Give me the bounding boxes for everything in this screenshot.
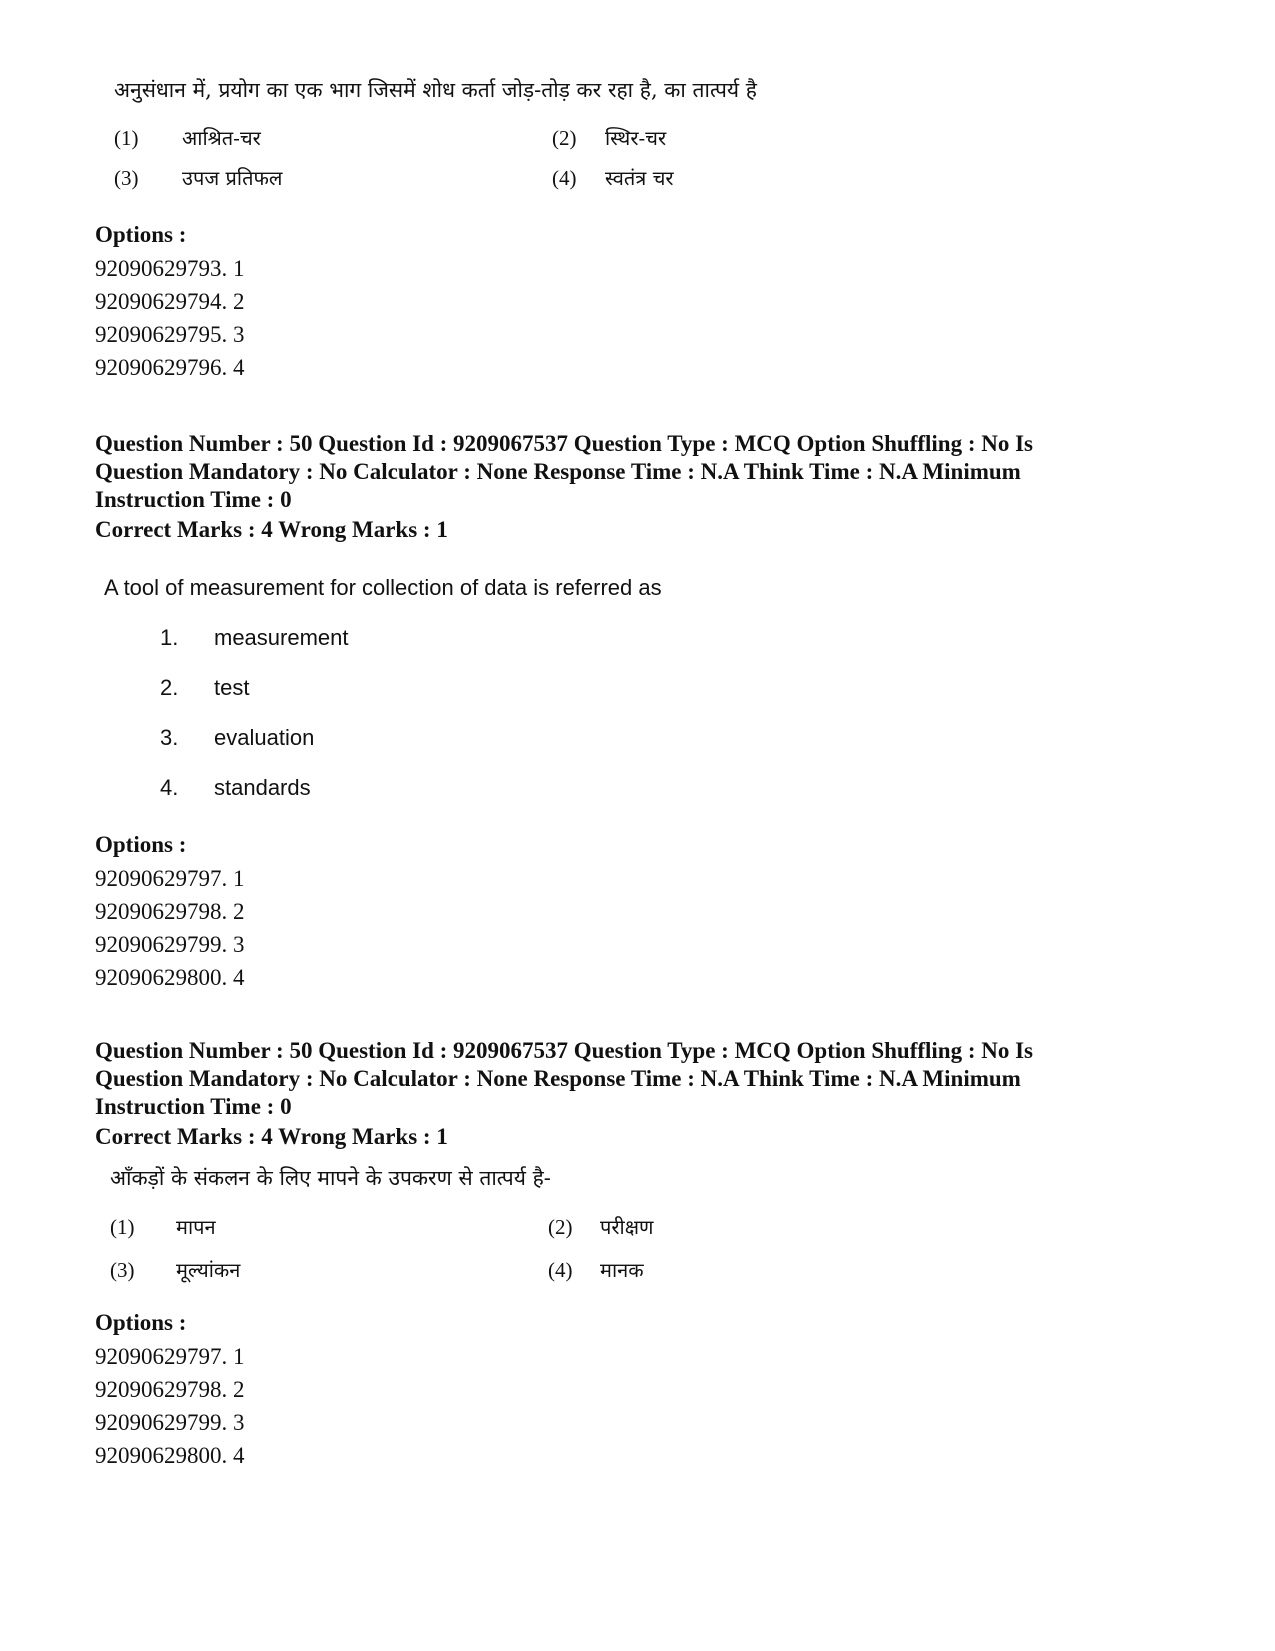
- option-line: 92090629795. 3: [95, 322, 245, 347]
- option-line: 92090629796. 4: [95, 355, 245, 380]
- choice-text: मूल्यांकन: [176, 1258, 241, 1282]
- options-heading: Options :: [95, 222, 187, 247]
- metadata-line: Instruction Time : 0: [95, 1094, 292, 1119]
- choice-text: परीक्षण: [600, 1215, 654, 1239]
- question-text-hindi-1: अनुसंधान में, प्रयोग का एक भाग जिसमें शोध कर्ता जोड़-तोड़ कर रहा है, का तात्पर्य है: [114, 78, 757, 102]
- choice-number: 1.: [160, 625, 179, 650]
- question-text-hindi-2: आँकड़ों के संकलन के लिए मापने के उपकरण से तात्पर्य है-: [110, 1166, 551, 1190]
- choice-text: स्थिर-चर: [605, 126, 667, 150]
- metadata-line: Question Mandatory : No Calculator : None Response Time : N.A Think Time : N.A Minimum: [95, 1066, 1021, 1091]
- choice-number: 4.: [160, 775, 179, 800]
- question-metadata: [95, 430, 1195, 514]
- options-heading: Options :: [95, 1310, 187, 1335]
- option-line: 92090629799. 3: [95, 932, 245, 957]
- marks-line: Correct Marks : 4 Wrong Marks : 1: [95, 517, 448, 542]
- choice-number: (1): [110, 1215, 135, 1239]
- choice-number: (3): [110, 1258, 135, 1282]
- options-heading: Options :: [95, 832, 187, 857]
- option-line: 92090629794. 2: [95, 289, 245, 314]
- metadata-line: Question Number : 50 Question Id : 9209067537 Question Type : MCQ Option Shuffling : No Is: [95, 431, 1034, 456]
- metadata-line: Question Mandatory : No Calculator : None Response Time : N.A Think Time : N.A Minimum: [95, 459, 1021, 484]
- choice-text: आश्रित-चर: [182, 126, 261, 150]
- option-line: 92090629793. 1: [95, 256, 245, 281]
- option-line: 92090629798. 2: [95, 1377, 245, 1402]
- option-line: 92090629798. 2: [95, 899, 245, 924]
- choice-number: 3.: [160, 725, 179, 750]
- option-line: 92090629799. 3: [95, 1410, 245, 1435]
- marks-line: Correct Marks : 4 Wrong Marks : 1: [95, 1124, 448, 1149]
- choice-text: मानक: [600, 1258, 644, 1282]
- option-line: 92090629797. 1: [95, 866, 245, 891]
- choice-number: (4): [548, 1258, 573, 1282]
- choice-number: (2): [552, 126, 577, 150]
- choice-text: स्वतंत्र चर: [605, 166, 674, 190]
- choice-text: मापन: [176, 1215, 216, 1239]
- choice-number: (1): [114, 126, 139, 150]
- choice-text: standards: [214, 775, 311, 800]
- choice-number: (2): [548, 1215, 573, 1239]
- choice-text: उपज प्रतिफल: [182, 166, 283, 190]
- question-metadata: [95, 1037, 1195, 1121]
- option-line: 92090629797. 1: [95, 1344, 245, 1369]
- option-line: 92090629800. 4: [95, 965, 245, 990]
- choice-text: evaluation: [214, 725, 315, 750]
- option-line: 92090629800. 4: [95, 1443, 245, 1468]
- choice-number: 2.: [160, 675, 179, 700]
- question-text-english: A tool of measurement for collection of data is referred as: [104, 575, 662, 600]
- choice-text: measurement: [214, 625, 349, 650]
- metadata-line: Instruction Time : 0: [95, 487, 292, 512]
- metadata-line: Question Number : 50 Question Id : 9209067537 Question Type : MCQ Option Shuffling : No Is: [95, 1038, 1034, 1063]
- choice-number: (4): [552, 166, 577, 190]
- choice-text: test: [214, 675, 250, 700]
- choice-number: (3): [114, 166, 139, 190]
